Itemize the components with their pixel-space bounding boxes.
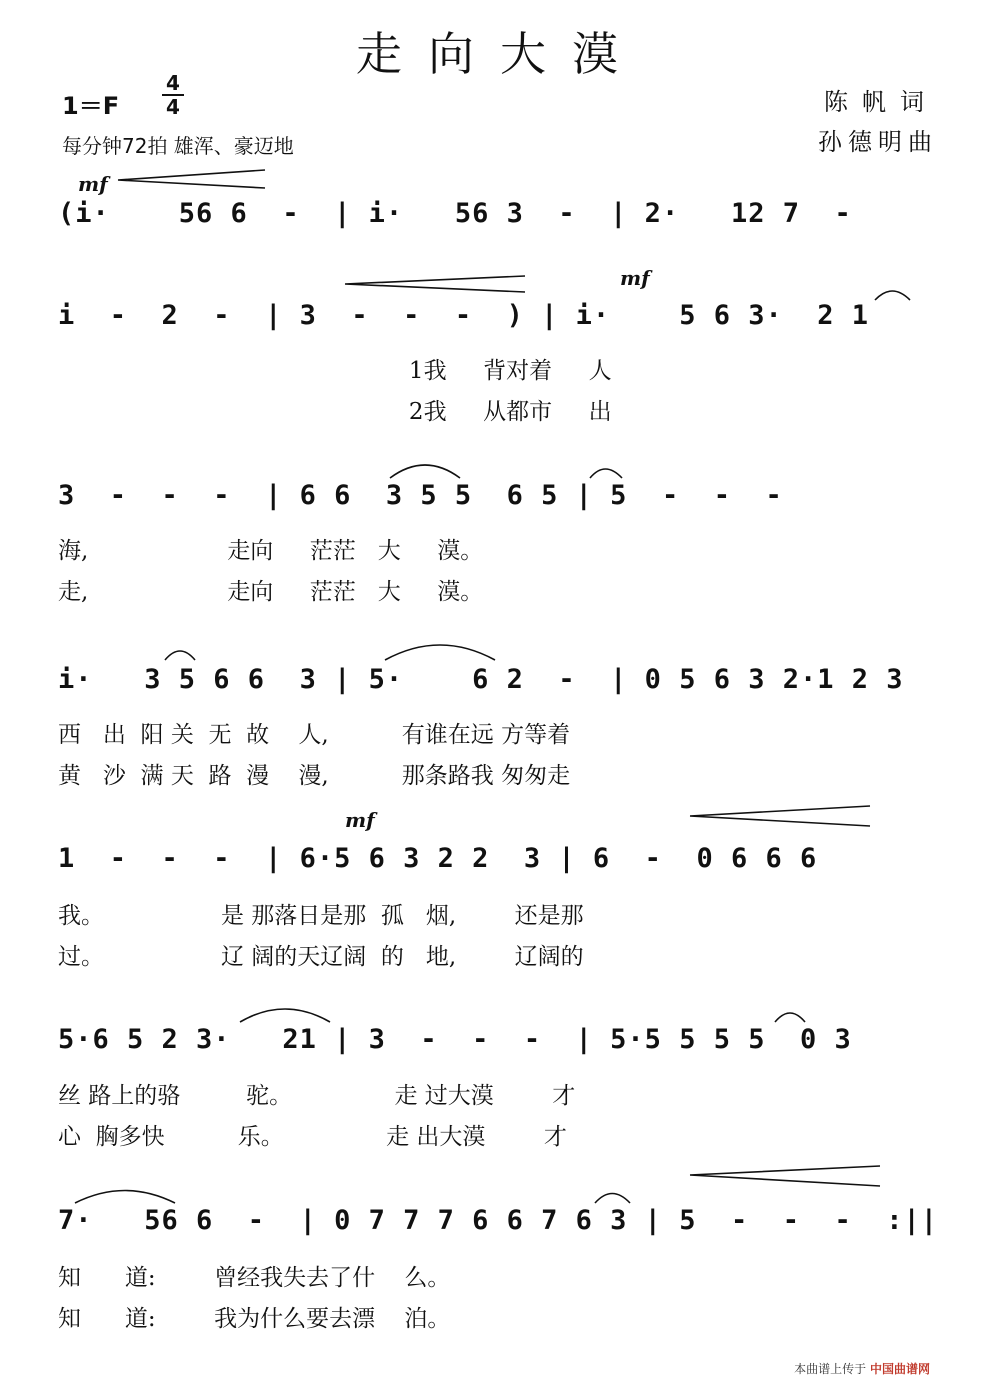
lyric-verse-2: 心 胸多快 乐。 走 出大漠 才 [58, 1124, 567, 1150]
slur [590, 469, 622, 478]
lyric-verse-1: 知 道: 曾经我失去了什 么。 [58, 1265, 451, 1291]
slur [75, 1191, 175, 1204]
footer-credit [794, 1360, 930, 1377]
slur [875, 291, 910, 300]
crescendo-hairpin [690, 806, 870, 826]
site-logo[interactable]: 中国曲谱网 [869, 1362, 930, 1376]
crescendo-hairpin [118, 170, 265, 188]
lyric-verse-1: 丝 路上的骆 驼。 走 过大漠 才 [58, 1083, 576, 1109]
slur [390, 465, 460, 478]
notes-line-5: 1 - - - | 6·5 6 3 2 2 3 | 6 - 0 6 6 6 [58, 843, 818, 874]
key-signature: 1＝F [62, 92, 120, 120]
slur [240, 1009, 330, 1022]
slur [385, 645, 495, 660]
lyric-verse-1: 我。 是 那落日是那 孤 烟, 还是那 [58, 903, 584, 929]
lyric-verse-2: 走, 走向 茫茫 大 漠。 [58, 579, 484, 605]
time-signature-bottom: 4 [166, 95, 180, 119]
lyric-verse-1: 1我 背对着 人 [58, 358, 612, 384]
composer-credit: 孙德明曲 [818, 128, 938, 156]
tempo-marking: 每分钟72拍 雄浑、豪迈地 [62, 134, 294, 158]
lyric-verse-2: 知 道: 我为什么要去漂 泊。 [58, 1306, 451, 1332]
crescendo-hairpin [345, 276, 525, 292]
lyricist-credit: 陈帆词 [824, 88, 938, 116]
crescendo-hairpin [690, 1166, 880, 1186]
slur [775, 1013, 805, 1022]
notes-line-1: (i· 56 6 - | i· 56 3 - | 2· 12 7 - [58, 198, 852, 229]
notes-line-6: 5·6 5 2 3· 21 | 3 - - - | 5·5 5 5 5 0 3 [58, 1024, 852, 1055]
lyric-verse-2: 2我 从都市 出 [58, 399, 612, 425]
lyric-verse-2: 过。 辽 阔的天辽阔 的 地, 辽阔的 [58, 944, 584, 970]
dynamic-mf: mf [345, 808, 375, 832]
footer-text: 本曲谱上传于 [794, 1362, 867, 1376]
dynamic-mf: mf [620, 266, 650, 290]
lyric-verse-1: 海, 走向 茫茫 大 漠。 [58, 538, 484, 564]
time-signature-top: 4 [166, 71, 180, 95]
notes-line-2: i - 2 - | 3 - - - ) | i· 5 6 3· 2 1 [58, 300, 870, 331]
dynamic-mf: mf [78, 172, 108, 196]
slur [595, 1194, 630, 1204]
notes-line-3: 3 - - - | 6 6 3 5 5 6 5 | 5 - - - [58, 480, 783, 511]
notes-line-7: 7· 56 6 - | 0 7 7 7 6 6 7 6 3 | 5 - - - :|| [58, 1205, 939, 1236]
notes-line-4: i· 3 5 6 6 3 | 5· 6 2 - | 0 5 6 3 2·1 2 3 [58, 664, 904, 695]
slur [165, 651, 195, 660]
song-title: 走向大漠 [356, 27, 644, 81]
lyric-verse-1: 西 出 阳 关 无 故 人, 有谁在远 方等着 [58, 722, 571, 748]
lyric-verse-2: 黄 沙 满 天 路 漫 漫, 那条路我 匆匆走 [58, 763, 571, 789]
